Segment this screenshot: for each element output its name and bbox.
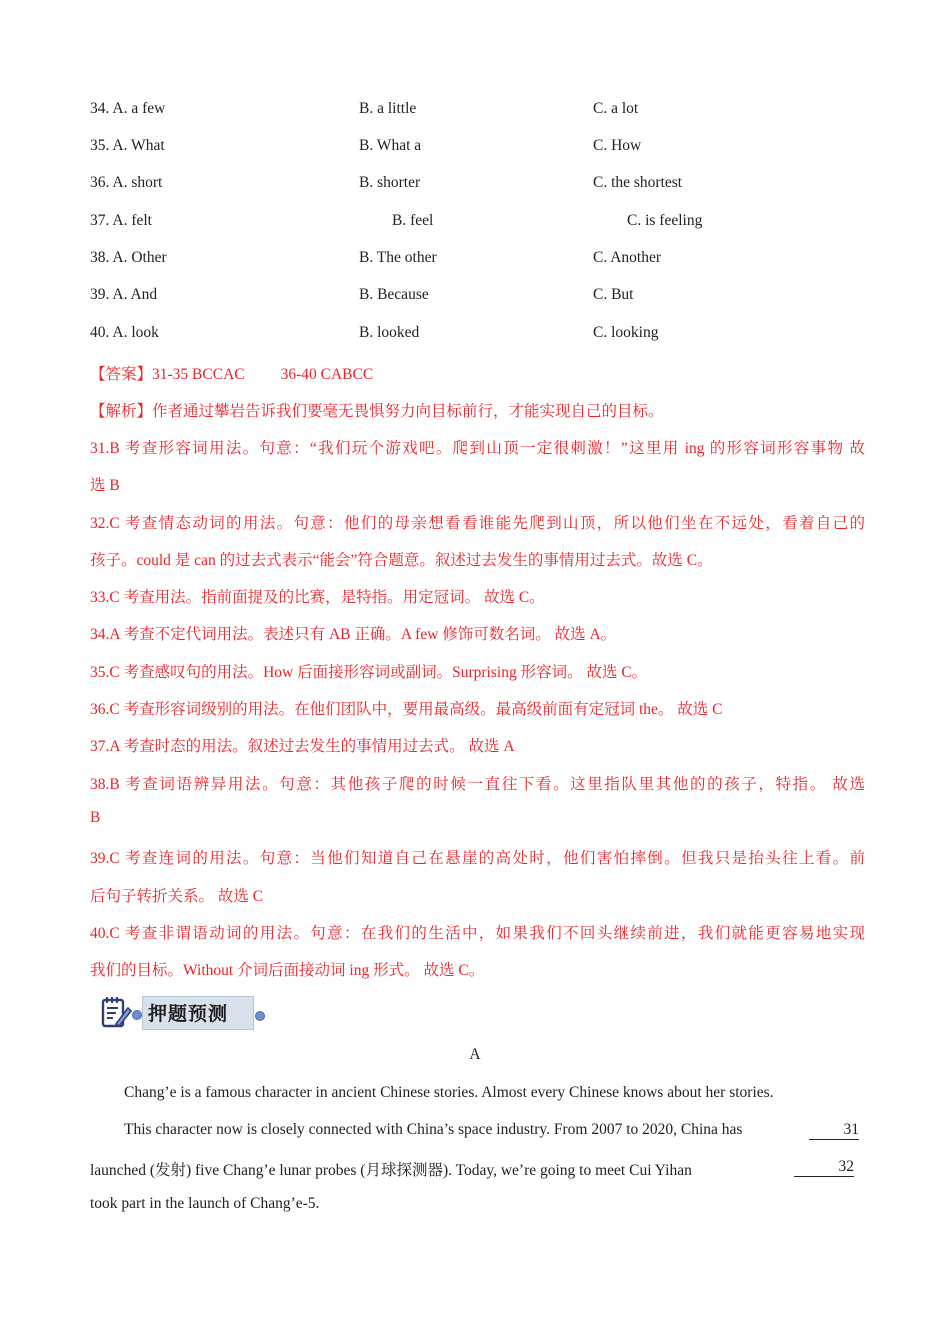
option-b: B. feel <box>392 212 434 229</box>
option-a: 40. A. look <box>90 324 159 341</box>
passage-heading: A <box>469 1046 481 1063</box>
option-c: C. the shortest <box>593 174 683 191</box>
explanation-line: 34.A 考查不定代词用法。表述只有 AB 正确。A few 修饰可数名词。 故选 A。 <box>90 626 617 643</box>
prediction-banner <box>100 994 270 1032</box>
banner-dot-left <box>132 1010 142 1020</box>
passage-p2-line1 <box>124 1121 865 1139</box>
option-row <box>90 100 870 124</box>
blank-32[interactable]: 32 <box>794 1158 854 1177</box>
explanation-line: 选 B <box>90 477 120 494</box>
explanation-line: 39.C 考查连词的用法。句意：当他们知道自己在悬崖的高处时，他们害怕摔倒。但我只是抬头往上看。前 <box>90 850 865 867</box>
banner-title: 押题预测 <box>148 1003 229 1025</box>
analysis-label: 【解析】 <box>90 403 153 420</box>
option-b: B. shorter <box>359 174 421 191</box>
answer-label: 【答案】 <box>90 366 153 383</box>
explanation-line: 33.C 考查用法。指前面提及的比赛，是特指。用定冠词。 故选 C。 <box>90 589 545 606</box>
analysis-text: 作者通过攀岩告诉我们要毫无畏惧努力向目标前行，才能实现自己的目标。 <box>152 403 664 420</box>
blank-31[interactable]: 31 <box>809 1121 859 1140</box>
passage-p2-line3: took part in the launch of Chang’e-5. <box>90 1195 320 1212</box>
analysis-line <box>90 399 865 421</box>
option-c: C. looking <box>593 324 659 341</box>
explanation-line: 32.C 考查情态动词的用法。句意：他们的母亲想看看谁能先爬到山顶，所以他们坐在不远处，看着自己的 <box>90 515 865 532</box>
passage-p2-b: launched (发射) five Chang’e lunar probes (月球探测器). Today, we’re going to meet Cui Yihan <box>90 1162 692 1179</box>
answer-line <box>90 362 865 384</box>
explanation-line: 38.B 考查词语辨异用法。句意：其他孩子爬的时候一直往下看。这里指队里其他的的孩子，特指。 故选 <box>90 776 865 793</box>
passage-p2-line2 <box>90 1158 860 1180</box>
option-a: 35. A. What <box>90 137 165 154</box>
answer-part1: 31-35 BCCAC <box>152 366 245 383</box>
option-a: 36. A. short <box>90 174 163 191</box>
option-row <box>90 249 870 273</box>
option-c: C. Another <box>593 249 662 266</box>
explanation-line: 35.C 考查感叹句的用法。How 后面接形容词或副词。Surprising 形容词。 故选 C。 <box>90 664 648 681</box>
banner-dot-right <box>255 1011 265 1021</box>
option-b: B. Because <box>359 286 429 303</box>
option-row <box>90 137 870 161</box>
explanation-line: 后句子转折关系。 故选 C <box>90 888 264 905</box>
explanation-line: B <box>90 809 101 826</box>
option-c: C. How <box>593 137 642 154</box>
explanation-line: 36.C 考查形容词级别的用法。在他们团队中，要用最高级。最高级前面有定冠词 the。 故选 C <box>90 701 723 718</box>
explanation-line: 31.B 考查形容词用法。句意：“我们玩个游戏吧。爬到山顶一定很刺激！”这里用 ing 的形容词形容事物 故 <box>90 440 865 457</box>
option-b: B. The other <box>359 249 437 266</box>
option-b: B. What a <box>359 137 422 154</box>
option-b: B. a little <box>359 100 417 117</box>
option-row <box>90 286 870 310</box>
explanation-line: 孩子。could 是 can 的过去式表示“能会”符合题意。叙述过去发生的事情用过去式。故选 C。 <box>90 552 713 569</box>
option-a: 34. A. a few <box>90 100 166 117</box>
option-row <box>90 212 870 236</box>
option-c: C. a lot <box>593 100 639 117</box>
notepad-pencil-icon <box>100 994 134 1030</box>
passage-p2-a: This character now is closely connected with China’s space industry. From 2007 to 2020, China has <box>124 1121 743 1138</box>
option-a: 39. A. And <box>90 286 158 303</box>
option-c: C. But <box>593 286 634 303</box>
passage-p1: Chang’e is a famous character in ancient Chinese stories. Almost every Chinese knows about her stories. <box>124 1084 774 1101</box>
option-row <box>90 174 870 198</box>
option-c: C. is feeling <box>627 212 703 229</box>
explanation-line: 40.C 考查非谓语动词的用法。句意：在我们的生活中，如果我们不回头继续前进，我们就能更容易地实现 <box>90 925 865 942</box>
option-a: 38. A. Other <box>90 249 167 266</box>
answer-part2: 36-40 CABCC <box>280 366 374 383</box>
explanation-line: 我们的目标。Without 介词后面接动词 ing 形式。 故选 C。 <box>90 962 485 979</box>
explanation-line: 37.A 考查时态的用法。叙述过去发生的事情用过去式。 故选 A <box>90 738 515 755</box>
option-row <box>90 324 870 348</box>
option-a: 37. A. felt <box>90 212 152 229</box>
option-b: B. looked <box>359 324 420 341</box>
